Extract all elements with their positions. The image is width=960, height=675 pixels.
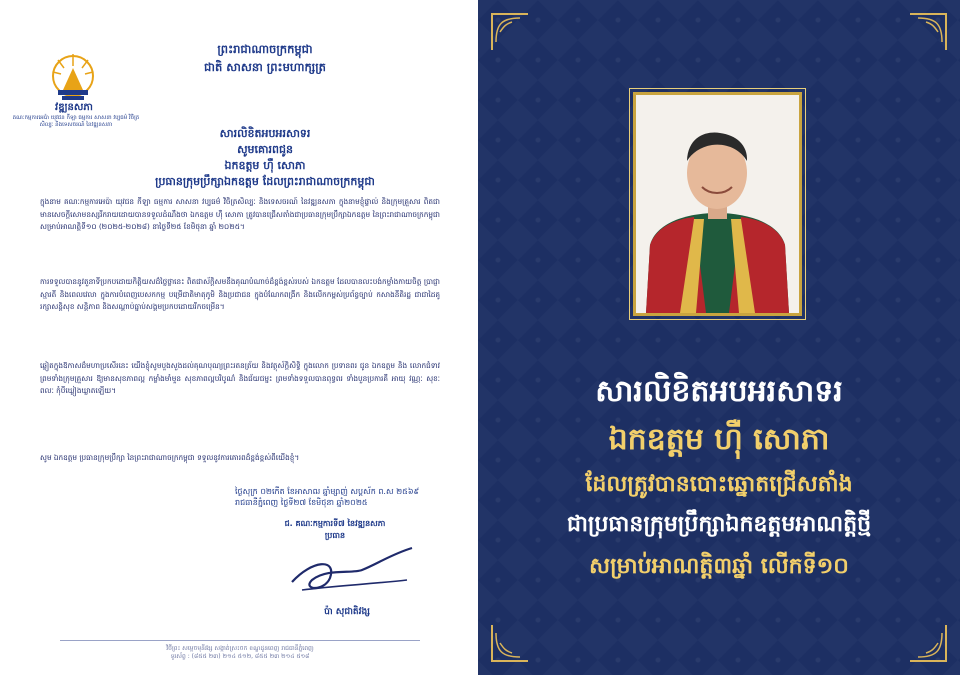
footer-address [110, 645, 370, 661]
kingdom-motto [140, 40, 390, 76]
signer-name: ប៉ា សុជាតិវង្ស [324, 607, 370, 617]
heading-name: ឯកឧត្តម ហ៊ឺ សោភា [224, 159, 306, 172]
paragraph-3: ឆ្លៀតក្នុងឱកាសដ៏មហាប្រសើរនេះ យើងខ្ញុំសូមបួងសួងដល់គុណបុណ្យព្រះរតនត្រ័យ និងវត្ថុស័ក្តិសិទ្ធិ ក្នុងលោក ប្រទានពរ ជូន ឯកឧត្តម និង លោកជំទាវ ព្រមទាំងក្រុមគ្រួសារ ឱ្យមានសុខភាពល្អ កម្លាំងមាំមួន សុខភាពល្អបរិបូណ៌ និងជ័យជម្នះ ព្រមទាំងទទួលបានពុទ្ធពរ ទាំងបួនប្រការគឺ អាយុ វណ្ណៈ សុខៈ ពលៈ កុំបីឃ្លៀងឃ្លាតឡើយ។ [40, 361, 440, 395]
card-name: ឯកឧត្តម ហ៊ឺ សោភា [608, 422, 830, 457]
signatory-title [235, 518, 435, 542]
date-block [235, 486, 435, 508]
signature-image [282, 540, 422, 600]
portrait-frame [633, 92, 802, 316]
paragraph-2: ការទទួលបាននូវតួនាទីប្រកបដោយកិត្តិយសដ៏ថ្លៃថ្លានេះ ពិតជាស័ក្តិសមនឹងគុណបំណាច់ដ៏ខ្ពង់ខ្ពស់របស់ ឯកឧត្តម ដែលបានលះបង់កម្លាំងកាយចិត្ត ប្រាជ្ញាស្មារតី និងពេលវេលា ក្នុងការបំពេញបេសកកម្ម បម្រើជាតិមាតុភូមិ និងប្រជាជន ក្នុងបំណែកពង្រីក និងលើកកម្ពស់ប្រព័ន្ធច្បាប់ កសាងនីតិរដ្ឋ ជាជាដៃគូរក្សាសន្តិសុខ សន្តិភាព និងសណ្តាប់ធ្នាប់សង្គមប្រកបដោយរីកចម្រើន។ [40, 277, 440, 311]
corner-ornament-icon [908, 623, 948, 663]
solar-date: រាជធានីភ្នំពេញ ថ្ងៃទី២៧ ខែមិថុនា ឆ្នាំ២០២៥ [235, 498, 368, 507]
card-line-term: សម្រាប់អាណត្តិ៣ឆ្នាំ លើកទី១០ [589, 553, 849, 579]
chairman-line: ប្រធាន [324, 531, 346, 540]
corner-ornament-icon [490, 623, 530, 663]
footer-line: ទូរស័ព្ទ : (៨៥៥ ២៣) ២១៤ ៥១២, ៨៥៥ ២៣ ២១៤ ៥១៨ [170, 653, 310, 660]
letter-heading [110, 126, 420, 190]
card-line-position: ជាប្រធានក្រុមប្រឹក្សាឯកឧត្តមអាណត្តិថ្មី [566, 511, 872, 537]
portrait-photo [636, 95, 799, 313]
paragraph-1: ក្នុងនាម គណៈកម្មការអេប៉ា យុវជន កីឡា ធម្មការ សាសនា វប្បធម៌ វិចិត្រសិល្បៈ និងទេសចរណ៍ នៃវឌ្ឍនសភា ក្នុងនាមខ្ញុំផ្ទាល់ និងក្រុមគ្រួសារ ពិតជាមានសេចក្តីសោមនស្សរីករាយដោយបានទទួលដំណឹងថា ឯកឧត្តម ហ៊ឺ សោភា ត្រូវបានជ្រើសតាំងជាប្រធានក្រុមប្រឹក្សាឯកឧត្តម នៃព្រះរាជាណាចក្រកម្ពុជា សម្រាប់អាណត្តិទី១០ (២០២៥-២០២៨) នាថ្ងៃទី២៥ ខែមិថុនា ឆ្នាំ ២០២៥។ [40, 197, 440, 231]
committee-line: ជ. គណៈកម្មការទី៧ នៃវឌ្ឍនសភា [284, 519, 386, 528]
org-name: វឌ្ឍនសភា [55, 102, 93, 113]
corner-ornament-icon [908, 12, 948, 52]
card-title: សារលិខិតអបអរសាទរ [595, 374, 843, 409]
footer-divider [60, 640, 420, 641]
lunar-date: ថ្ងៃសុក្រ ០២កើត ខែអាសាឍ ឆ្នាំម្សាញ់ សប្តស័ក ព.ស ២៥៦៩ [235, 487, 420, 496]
org-subtitle: គណៈកម្មការអេប៉ា យុវជន កីឡា ធម្មការ សាសនា វប្បធម៌ វិចិត្រសិល្បៈ និងទេសចរណ៍ នៃវឌ្ឍនសភា [12, 115, 140, 128]
heading-respect: សូមគោរពជូន [237, 143, 293, 156]
corner-ornament-icon [490, 12, 530, 52]
kingdom-line: ព្រះរាជាណាចក្រកម្ពុជា [217, 42, 313, 56]
motto-line: ជាតិ សាសនា ព្រះមហាក្សត្រ [204, 60, 326, 74]
footer-line: វិថីព្រះ សម្តេចមុនីវង្ស សង្កាត់ស្រះចក ខណ្ឌដូនពេញ រាជធានីភ្នំពេញ [166, 645, 314, 652]
letter-page [0, 0, 478, 675]
heading-position: ប្រធានក្រុមប្រឹក្សាឯកឧត្តម ដែលព្រះរាជាណាចក្រកម្ពុជា [155, 175, 375, 188]
paragraph-4: សូម ឯកឧត្តម ប្រធានក្រុមប្រឹក្សា នៃព្រះរាជាណាចក្រកម្ពុជា ទទួលនូវការគោរពដ៏ខ្ពង់ខ្ពស់ពីយើងខ្ញុំ។ [40, 453, 300, 462]
card-line-elected: ដែលត្រូវបានបោះឆ្នោតជ្រើសតាំង [585, 471, 853, 497]
heading-title: សារលិខិតអបអរសាទរ [219, 127, 311, 140]
